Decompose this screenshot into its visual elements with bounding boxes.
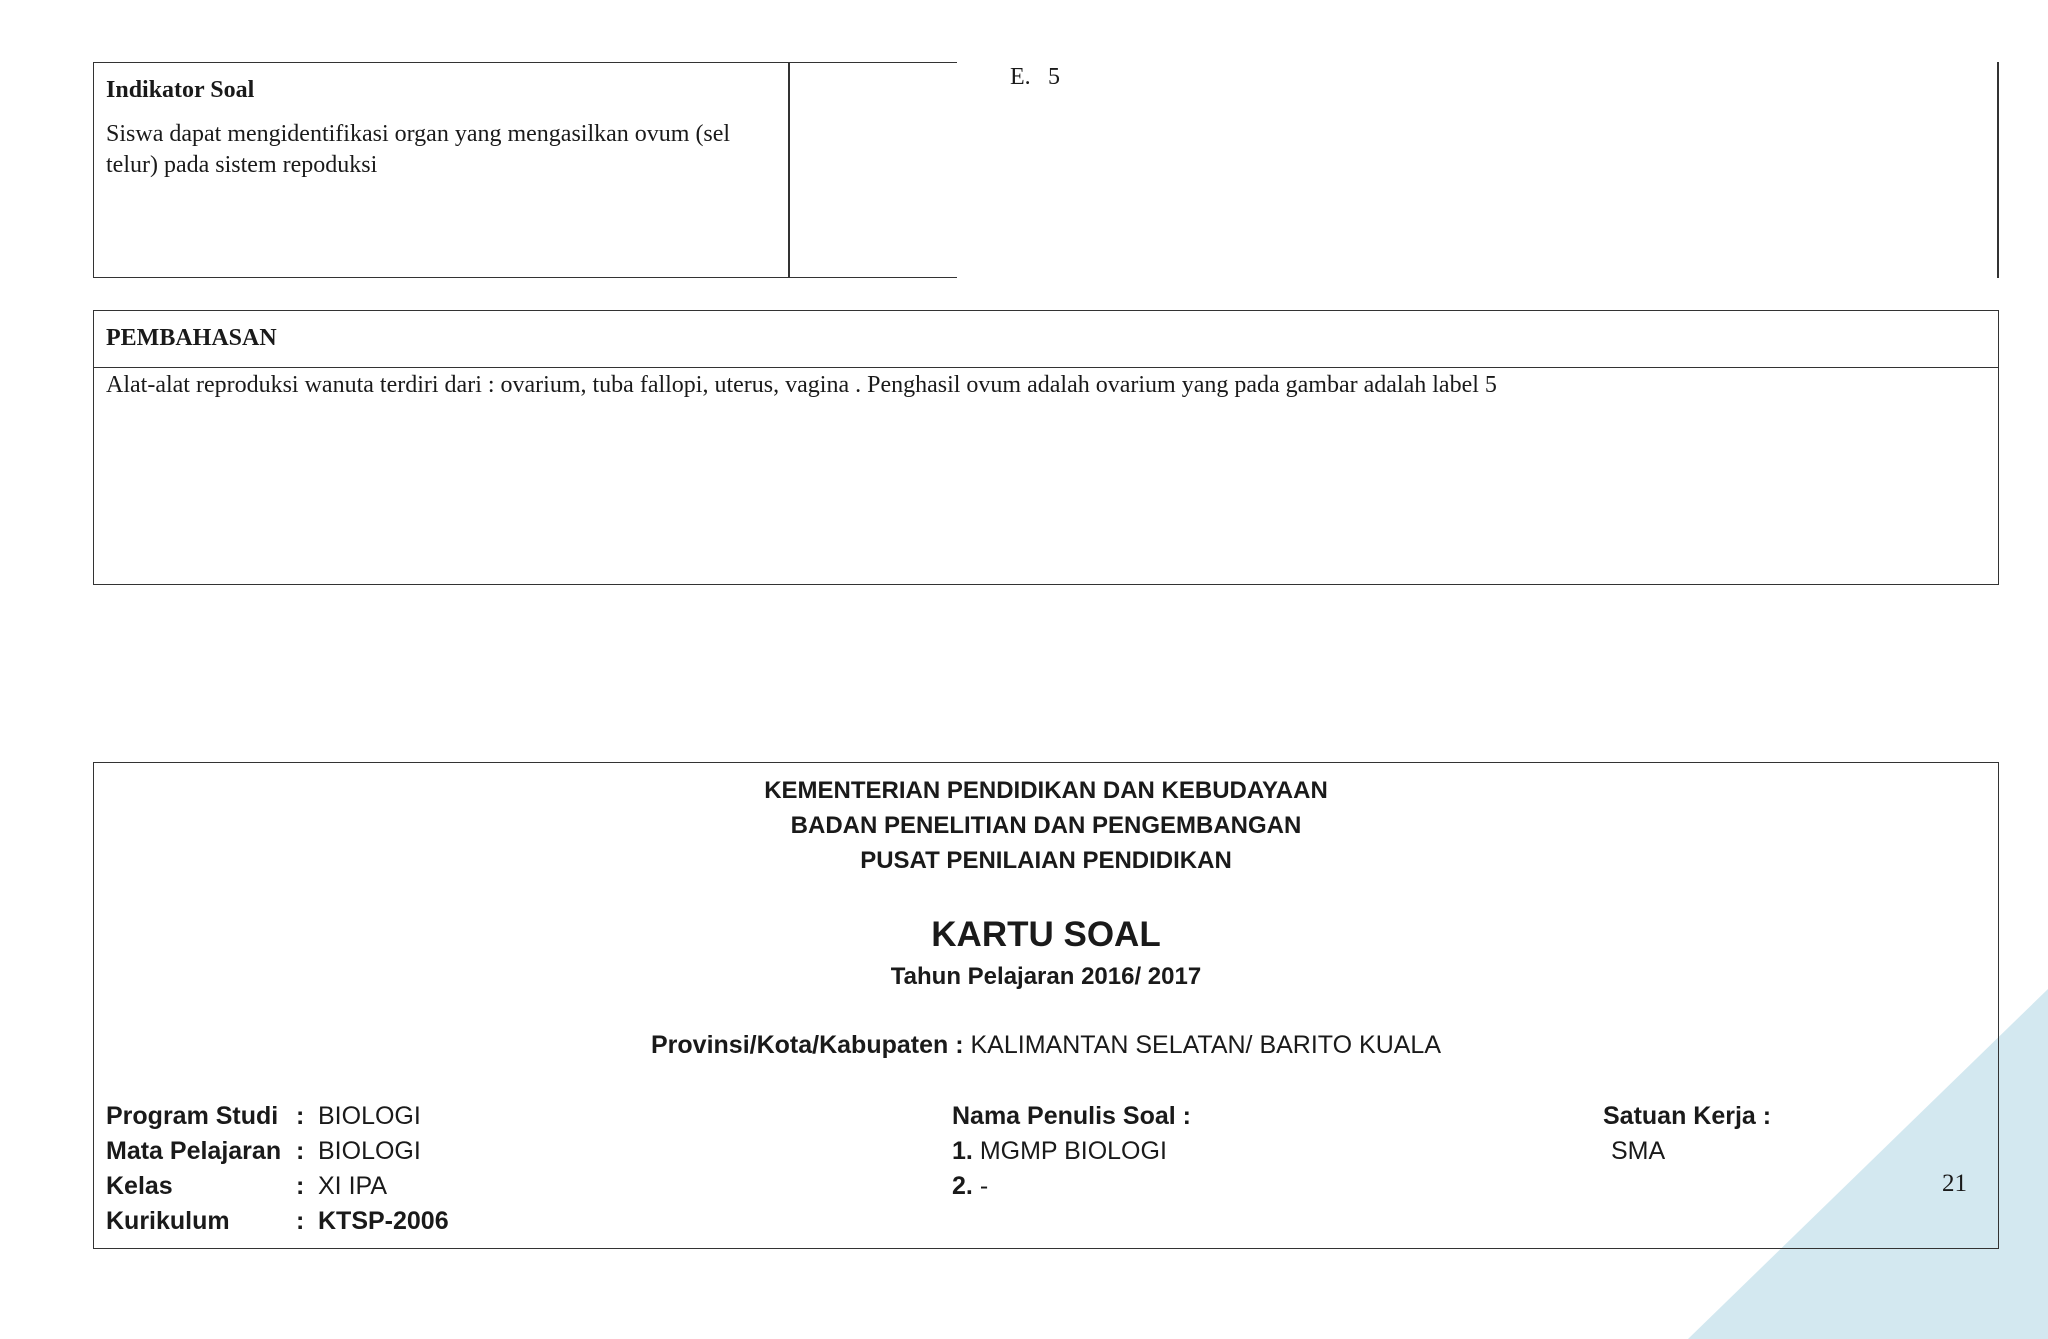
penulis-label: Nama Penulis Soal :	[952, 1102, 1191, 1130]
field-label: Program Studi	[106, 1102, 279, 1130]
pembahasan-title: PEMBAHASAN	[94, 311, 1998, 368]
indikator-soal-box	[93, 62, 957, 278]
satuan-kerja	[1603, 1099, 1771, 1169]
satuan-value: SMA	[1611, 1137, 1666, 1165]
answer-option-e	[1010, 64, 1060, 91]
header-badan: BADAN PENELITIAN DAN PENGEMBANGAN	[790, 812, 1302, 839]
option-letter: E.	[1010, 64, 1031, 90]
field-row	[106, 1169, 449, 1204]
kartu-title: KARTU SOAL	[931, 915, 1161, 954]
tahun-pelajaran: Tahun Pelajaran 2016/ 2017	[890, 963, 1202, 990]
page-number: 21	[1942, 1170, 1967, 1197]
field-colon: :	[296, 1207, 305, 1235]
indikator-title: Indikator Soal	[106, 77, 255, 103]
penulis-num: 2.	[952, 1172, 973, 1200]
penulis-name: MGMP BIOLOGI	[979, 1137, 1167, 1165]
penulis-item	[952, 1169, 1191, 1204]
field-label: Kelas	[106, 1172, 173, 1200]
field-value: KTSP-2006	[318, 1207, 449, 1235]
penulis-item	[952, 1134, 1191, 1169]
kartu-soal-box	[93, 762, 1999, 1249]
pembahasan-box	[93, 310, 1999, 585]
field-row	[106, 1099, 449, 1134]
field-value: BIOLOGI	[318, 1137, 421, 1165]
field-row	[106, 1204, 449, 1239]
field-value: BIOLOGI	[318, 1102, 421, 1130]
header-pusat: PUSAT PENILAIAN PENDIDIKAN	[860, 847, 1232, 874]
field-label: Kurikulum	[106, 1207, 230, 1235]
penulis-name: -	[979, 1172, 989, 1200]
pembahasan-text: Alat-alat reproduksi wanuta terdiri dari : ovarium, tuba fallopi, uterus, vagina . Penghasil ovum adalah ovarium yang pada gambar adalah label 5	[106, 372, 1497, 398]
indikator-text: Siswa dapat mengidentifikasi organ yang mengasilkan ovum (sel telur) pada sistem repoduksi	[106, 121, 731, 178]
meta-fields	[106, 1099, 449, 1239]
option-value: 5	[1048, 64, 1060, 90]
header-kementerian: KEMENTERIAN PENDIDIKAN DAN KEBUDAYAAN	[764, 777, 1328, 804]
field-row	[106, 1134, 449, 1169]
field-colon: :	[296, 1137, 305, 1165]
field-colon: :	[296, 1172, 305, 1200]
penulis-soal	[952, 1099, 1191, 1204]
satuan-label: Satuan Kerja :	[1603, 1102, 1772, 1130]
right-border	[1997, 62, 1999, 278]
provinsi-line	[94, 1031, 1998, 1060]
field-value: XI IPA	[318, 1172, 388, 1200]
field-label: Mata Pelajaran	[106, 1137, 282, 1165]
penulis-num: 1.	[952, 1137, 973, 1165]
provinsi-value: KALIMANTAN SELATAN/ BARITO KUALA	[970, 1031, 1441, 1059]
provinsi-label: Provinsi/Kota/Kabupaten :	[651, 1031, 964, 1059]
column-divider	[788, 63, 790, 277]
field-colon: :	[296, 1102, 305, 1130]
